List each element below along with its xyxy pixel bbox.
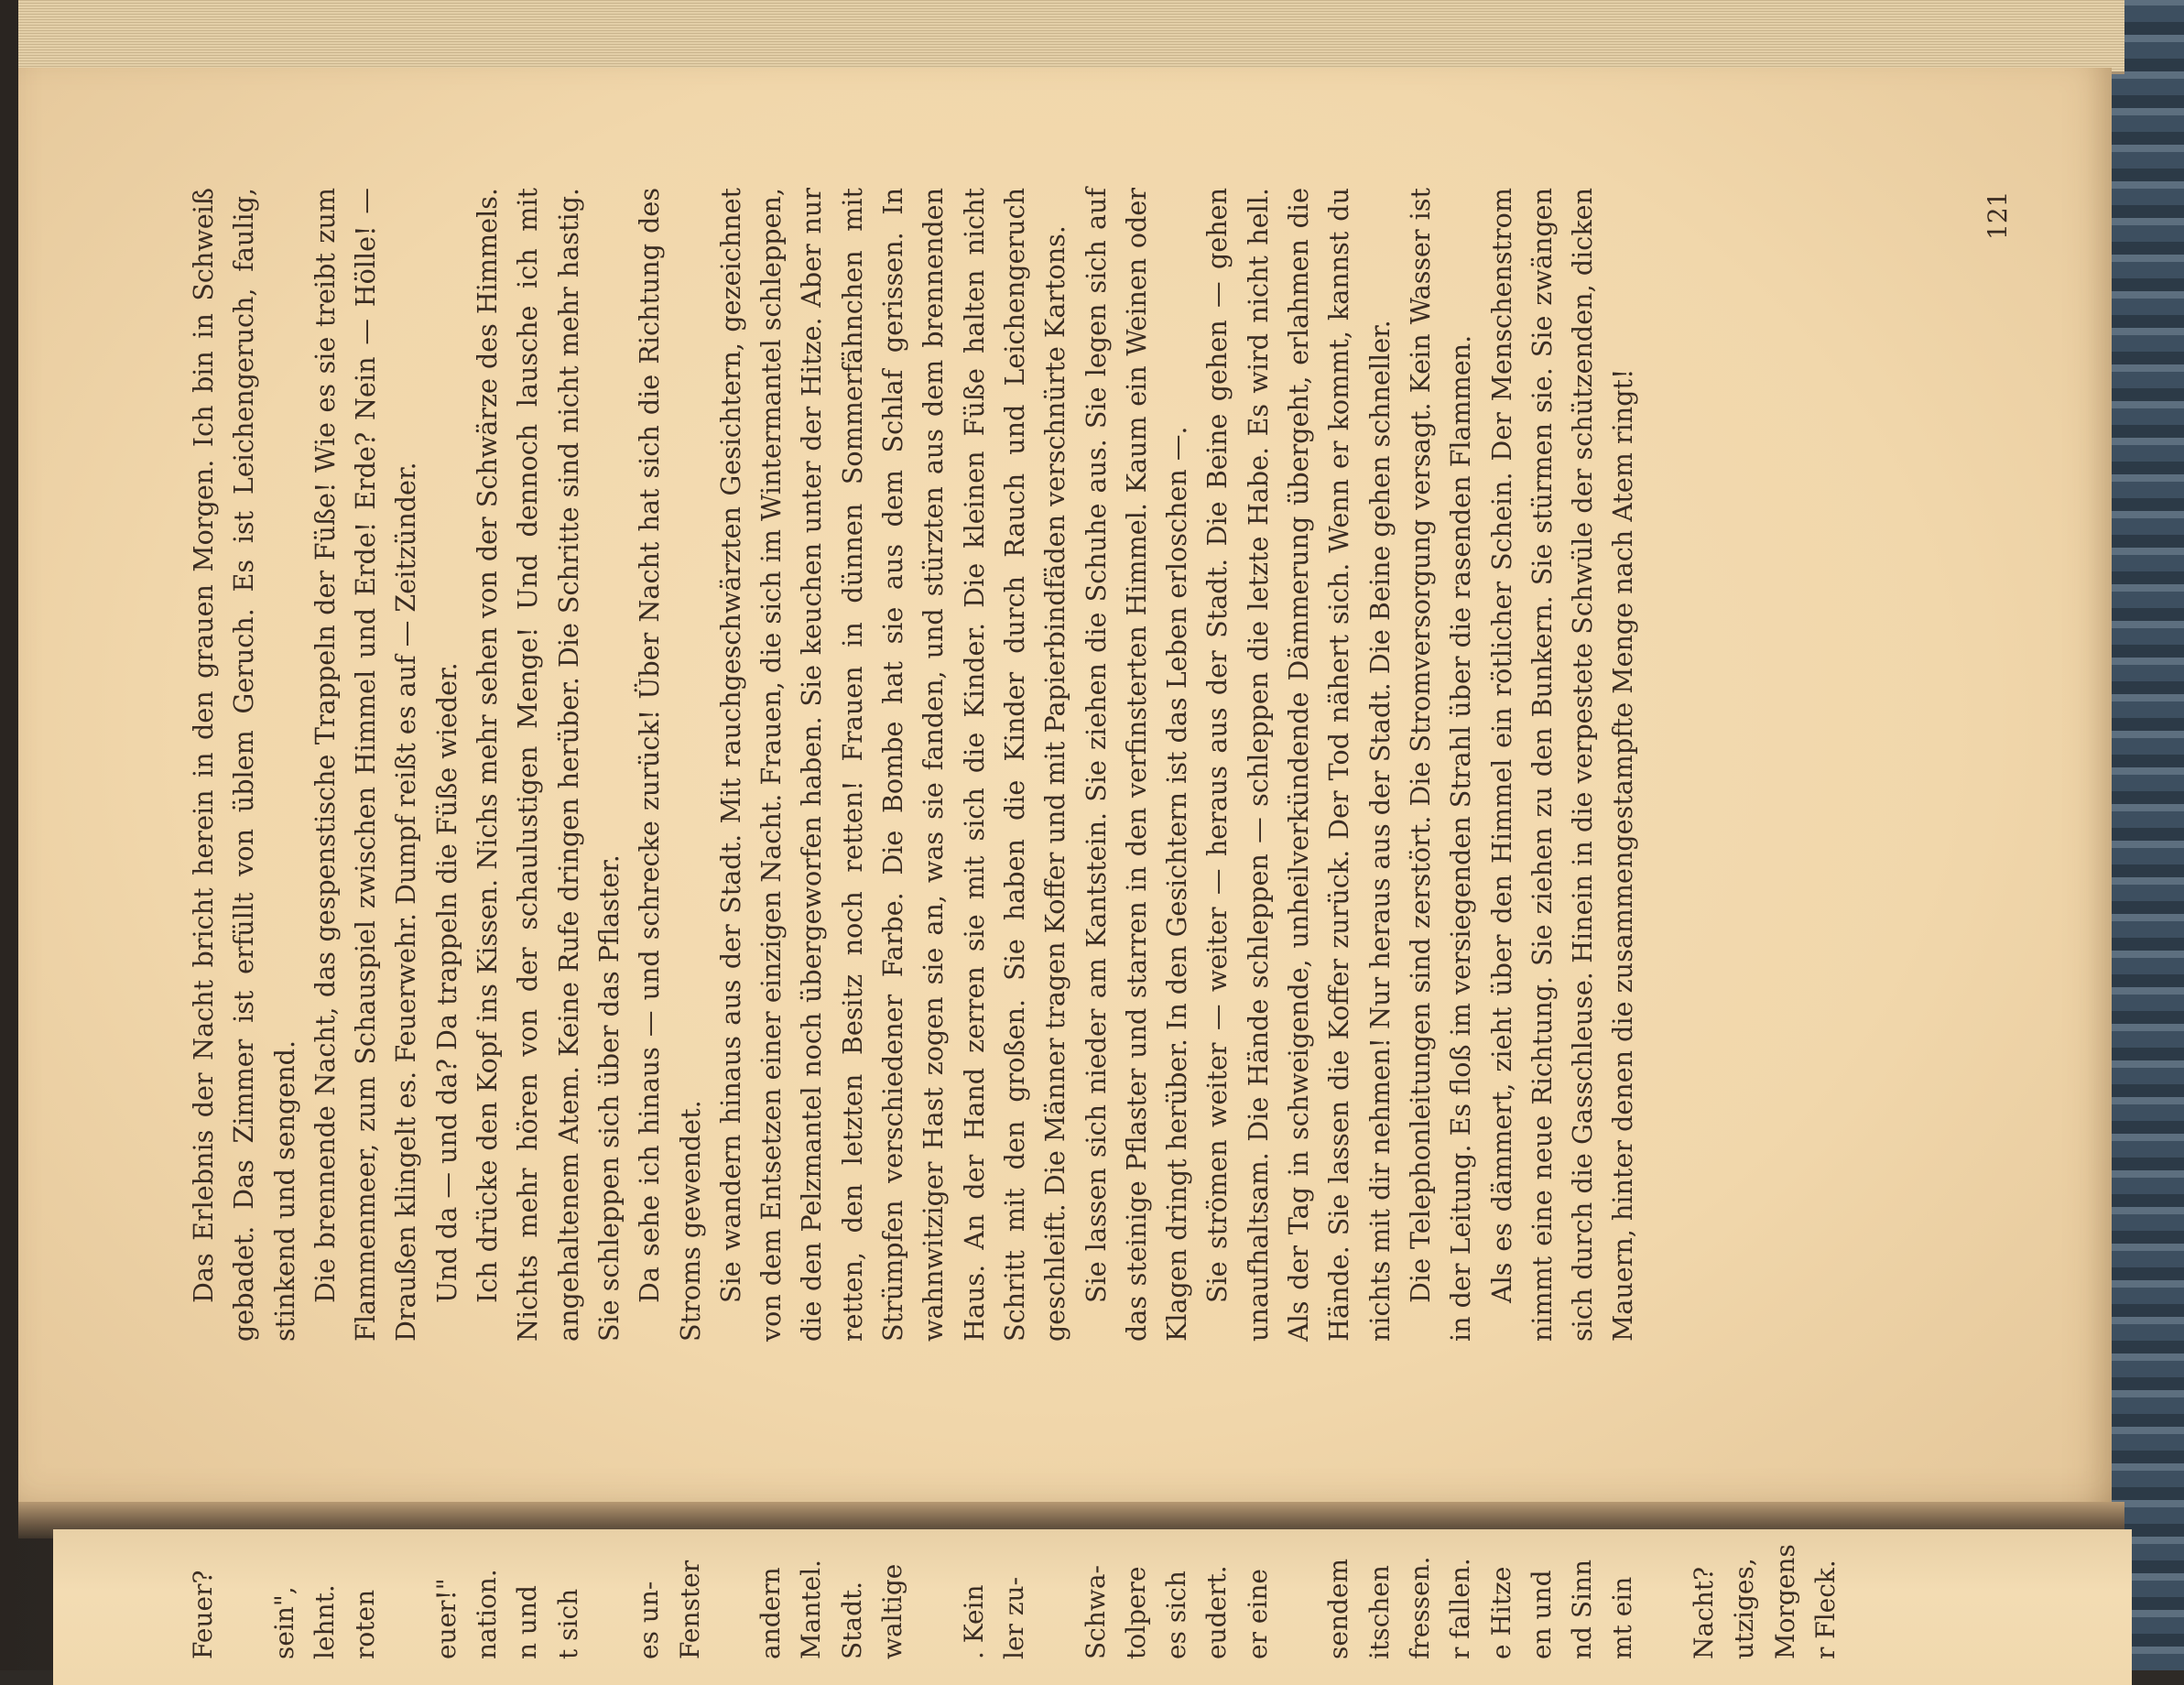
adjacent-page-text xyxy=(183,1527,2005,1659)
adjacent-line: Feuer? xyxy=(188,1570,218,1659)
page-fore-edge xyxy=(18,0,2124,74)
adjacent-line xyxy=(913,1527,953,1659)
adjacent-line: e Hitze xyxy=(1485,1566,1516,1659)
adjacent-line: r fallen. xyxy=(1445,1558,1476,1659)
adjacent-line: . Kein xyxy=(958,1584,989,1659)
adjacent-line: Schwa- xyxy=(1080,1564,1111,1659)
adjacent-line: nd Sinn xyxy=(1567,1559,1598,1659)
adjacent-line: mt ein xyxy=(1607,1576,1638,1659)
adjacent-line: itschen xyxy=(1364,1565,1395,1659)
adjacent-line: Nacht? xyxy=(1688,1566,1719,1659)
adjacent-line: roten xyxy=(350,1589,381,1659)
adjacent-line: r Fleck. xyxy=(1809,1560,1841,1659)
adjacent-line: er eine xyxy=(1242,1569,1273,1659)
adjacent-line: fressen. xyxy=(1404,1556,1435,1659)
paragraph: Ich drücke den Kopf ins Kissen. Nichs mehr sehen von der Schwärze des Himmels. Nichts mehr hören von der schaulustigen Menge! Und dennoch lausche ich mit angehaltenem Atem. Keine Rufe dringen herüber. Die Schritte sind nicht mehr hastig. Sie schleppen sich über das Pflaster. xyxy=(472,188,625,1342)
paragraph: Als es dämmert, zieht über den Himmel ein rötlicher Schein. Der Menschenstrom nimmt eine neue Richtung. Sie ziehen zu den Bunkern. Sie stürmen sie. Sie zwängen sich durch die Gasschleuse. Hinein in die verpestete Schwüle der schützenden, dicken Mauern, hinter denen die zusammengestampfte Menge nach Atem ringt! xyxy=(1485,188,1639,1342)
adjacent-line: tolpere xyxy=(1120,1566,1151,1659)
book-cover-edge xyxy=(2106,0,2184,1670)
adjacent-line: andern xyxy=(755,1567,787,1659)
adjacent-line: n und xyxy=(512,1585,543,1659)
page-body-text xyxy=(183,188,2005,1342)
adjacent-line xyxy=(1278,1527,1319,1659)
adjacent-line: nation. xyxy=(472,1569,503,1659)
adjacent-line: Mantel. xyxy=(796,1559,827,1659)
adjacent-line: lehnt. xyxy=(309,1584,340,1659)
paragraph: Die Telephonleitungen sind zerstört. Die Stromversorgung versagt. Kein Wasser ist in der Leitung. Es floß im versiegenden Strahl über die rasenden Flammen. xyxy=(1404,188,1477,1342)
adjacent-line xyxy=(1035,1527,1075,1659)
paragraph: Die brennende Nacht, das gespenstische Trappeln der Füße! Wie es sie treibt zum Flammenmeer, zum Schauspiel zwischen Himmel und Erde! Erde? Nein — Hölle! — Draußen klingelt es. Feuerwehr. Dumpf reißt es auf — Zeitzünder. xyxy=(309,188,422,1342)
adjacent-line: euer!" xyxy=(430,1578,462,1659)
adjacent-line: sendem xyxy=(1323,1558,1354,1659)
paragraph: Sie strömen weiter — weiter — heraus aus der Stadt. Die Beine gehen — gehen unaufhaltsam. Die Hände schleppen — schleppen die letzte Habe. Es wird nicht hell. Als der Tag in schweigende, unheilverkündende Dämmerung übergeht, erlahmen die Hände. Sie lassen die Koffer zurück. Der Tod nähert sich. Wenn er kommt, kannst du nichts mit dir nehmen! Nur heraus aus der Stadt. Die Beine gehen schneller. xyxy=(1201,188,1396,1342)
adjacent-line: Fenster xyxy=(674,1560,705,1659)
adjacent-line: es sich xyxy=(1161,1571,1192,1659)
adjacent-line: eudert. xyxy=(1201,1565,1233,1659)
adjacent-line: ler zu- xyxy=(998,1576,1029,1659)
adjacent-line: sein", xyxy=(268,1586,299,1659)
page-number: 121 xyxy=(1983,190,2013,240)
adjacent-line: Stadt. xyxy=(836,1581,867,1659)
adjacent-line xyxy=(223,1527,264,1659)
adjacent-line xyxy=(711,1527,751,1659)
adjacent-line: utziges, xyxy=(1729,1558,1760,1659)
adjacent-line xyxy=(386,1527,426,1659)
paragraph: Da sehe ich hinaus — und schrecke zurück! Über Nacht hat sich die Richtung des Stroms gewendet. xyxy=(634,188,706,1342)
adjacent-line: t sich xyxy=(552,1588,583,1659)
paragraph: Das Erlebnis der Nacht bricht herein in den grauen Morgen. Ich bin in Schweiß gebadet. Das Zimmer ist erfüllt von üblem Geruch. Es ist Leichengeruch, faulig, stinkend und sengend. xyxy=(188,188,300,1342)
adjacent-line: Morgens xyxy=(1769,1544,1800,1659)
adjacent-line: en und xyxy=(1526,1570,1557,1659)
adjacent-line: es un- xyxy=(634,1581,665,1659)
adjacent-line xyxy=(1644,1527,1684,1659)
adjacent-line: waltige xyxy=(877,1563,908,1659)
paragraph: Sie wandern hinaus aus der Stadt. Mit rauchgeschwärzten Gesichtern, gezeichnet von dem Entsetzen einer einzigen Nacht. Frauen, die sich im Wintermantel schleppen, die den Pelzmantel noch übergeworfen haben. Sie keuchen unter der Hitze. Aber nur retten, den letzten Besitz noch retten! Frauen in dünnen Sommerfähnchen mit Strümpfen verschiedener Farbe. Die Bombe hat sie aus dem Schlaf gerissen. In wahnwitziger Hast zogen sie an, was sie fanden, und stürzten aus dem brennenden Haus. An der Hand zerren sie mit sich die Kinder. Die kleinen Füße halten nicht Schritt mit den großen. Sie haben die Kinder durch Rauch und Leichengeruch geschleift. Die Männer tragen Koffer und mit Papierbindfäden verschnürte Kartons. xyxy=(714,188,1071,1342)
paragraph: Sie lassen sich nieder am Kantstein. Sie ziehen die Schuhe aus. Sie legen sich auf das steinige Pflaster und starren in den verfinsterten Himmel. Kaum ein Weinen oder Klagen dringt herüber. In den Gesichtern ist das Leben erloschen —. xyxy=(1080,188,1193,1342)
adjacent-line xyxy=(589,1527,629,1659)
paragraph: Und da — und da? Da trappeln die Füße wieder. xyxy=(430,662,462,1303)
